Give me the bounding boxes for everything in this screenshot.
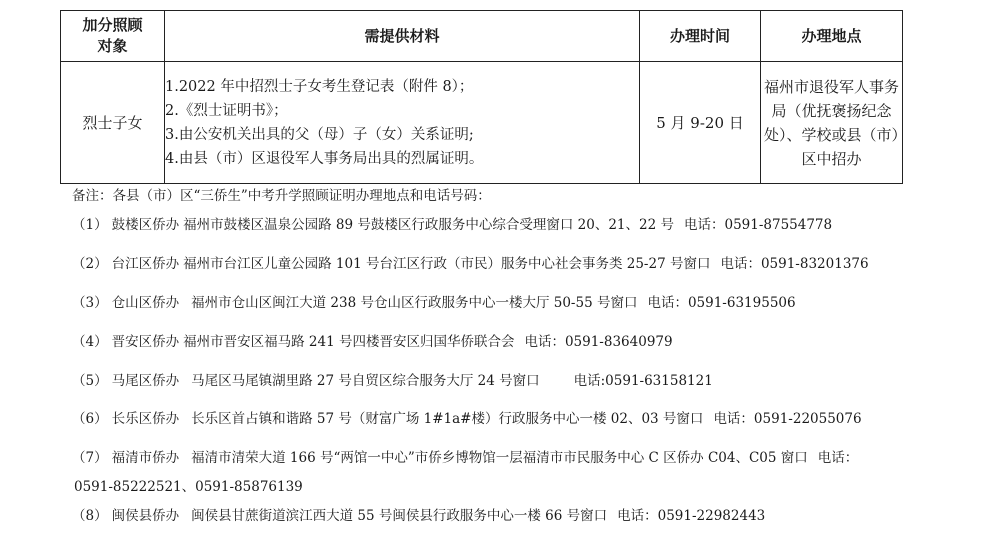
entry-address: 福州市晋安区福马路 241 号四楼晋安区归国华侨联合会 <box>183 334 515 350</box>
entry-number: （2） <box>72 256 108 272</box>
cell-time: 5 月 9-20 日 <box>640 62 761 184</box>
header-materials: 需提供材料 <box>165 11 640 62</box>
notes-heading: 备注：各县（市）区“三侨生”中考升学照顾证明办理地点和电话号码： <box>72 188 491 204</box>
entry-office: 仓山区侨办 <box>111 295 180 311</box>
header-object: 加分照顾对象 <box>61 11 165 62</box>
entry-office: 长乐区侨办 <box>111 411 180 427</box>
list-item <box>72 504 769 524</box>
table-row <box>61 62 903 184</box>
list-item <box>72 369 717 389</box>
entry-contact: 电话： <box>817 450 859 466</box>
cell-materials <box>165 62 640 184</box>
entry-contact: 电话:0591-63158121 <box>573 373 713 389</box>
entry-office: 闽侯县侨办 <box>111 508 180 524</box>
list-item <box>72 407 866 427</box>
eligibility-table <box>60 10 903 184</box>
entry-address: 福清市清荣大道 166 号“两馆一中心”市侨乡博物馆一层福清市市民服务中心 C 区侨办 C04、C05 窗口 <box>191 450 808 466</box>
cell-object: 烈士子女 <box>61 62 165 184</box>
entry-number: （5） <box>72 373 108 389</box>
material-item: 3.由公安机关出具的父（母）子（女）关系证明; <box>165 126 474 143</box>
entry-number: （1） <box>72 217 108 233</box>
material-item: 1.2022 年中招烈士子女考生登记表（附件 8）； <box>165 78 474 95</box>
list-item <box>72 291 800 311</box>
entry-contact: 电话：0591-63195506 <box>647 295 796 311</box>
header-time: 办理时间 <box>640 11 761 62</box>
entry-office: 鼓楼区侨办 <box>111 217 180 233</box>
entry-number: （8） <box>72 508 108 524</box>
entry-contact: 电话：0591-83640979 <box>524 334 673 350</box>
entry-contact: 电话：0591-83201376 <box>720 256 869 272</box>
entry-number: （6） <box>72 411 108 427</box>
entry-address: 长乐区首占镇和谐路 57 号（财富广场 1#1a#楼）行政服务中心一楼 02、03 号窗口 <box>191 411 704 427</box>
entry-contact: 电话：0591-22055076 <box>713 411 862 427</box>
entry-number: （4） <box>72 334 108 350</box>
entry-number: （7） <box>72 450 108 466</box>
entry-address: 闽侯县甘蔗街道滨江西大道 55 号闽侯县行政服务中心一楼 66 号窗口 <box>191 508 608 524</box>
entry-office: 台江区侨办 <box>111 256 180 272</box>
entry-contact: 电话：0591-22982443 <box>617 508 766 524</box>
list-item <box>72 446 862 466</box>
material-item: 2.《烈士证明书》； <box>165 102 288 119</box>
entry-address: 福州市仓山区闽江大道 238 号仓山区行政服务中心一楼大厅 50-55 号窗口 <box>191 295 638 311</box>
entry-address: 福州市台江区儿童公园路 101 号台江区行政（市民）服务中心社会事务类 25-27 号窗口 <box>183 256 711 272</box>
entry-number: （3） <box>72 295 108 311</box>
entry-office: 马尾区侨办 <box>111 373 180 389</box>
entry-contact-continued: 0591-85222521、0591-85876139 <box>74 479 303 495</box>
entry-contact: 电话：0591-87554778 <box>683 217 833 233</box>
entry-office: 晋安区侨办 <box>111 334 180 350</box>
list-item <box>72 330 677 350</box>
list-item <box>72 252 873 272</box>
table-header-row <box>61 11 903 62</box>
cell-place: 福州市退役军人事务局（优抚褒扬纪念处）、学校或县（市）区中招办 <box>761 62 903 184</box>
entry-address: 马尾区马尾镇湖里路 27 号自贸区综合服务大厅 24 号窗口 <box>191 373 540 389</box>
header-place: 办理地点 <box>761 11 903 62</box>
entry-address: 福州市鼓楼区温泉公园路 89 号鼓楼区行政服务中心综合受理窗口 20、21、22 号 <box>183 217 674 233</box>
material-item: 4.由县（市）区退役军人事务局出具的烈属证明。 <box>165 150 484 167</box>
list-item <box>72 213 836 233</box>
entry-office: 福清市侨办 <box>111 450 180 466</box>
